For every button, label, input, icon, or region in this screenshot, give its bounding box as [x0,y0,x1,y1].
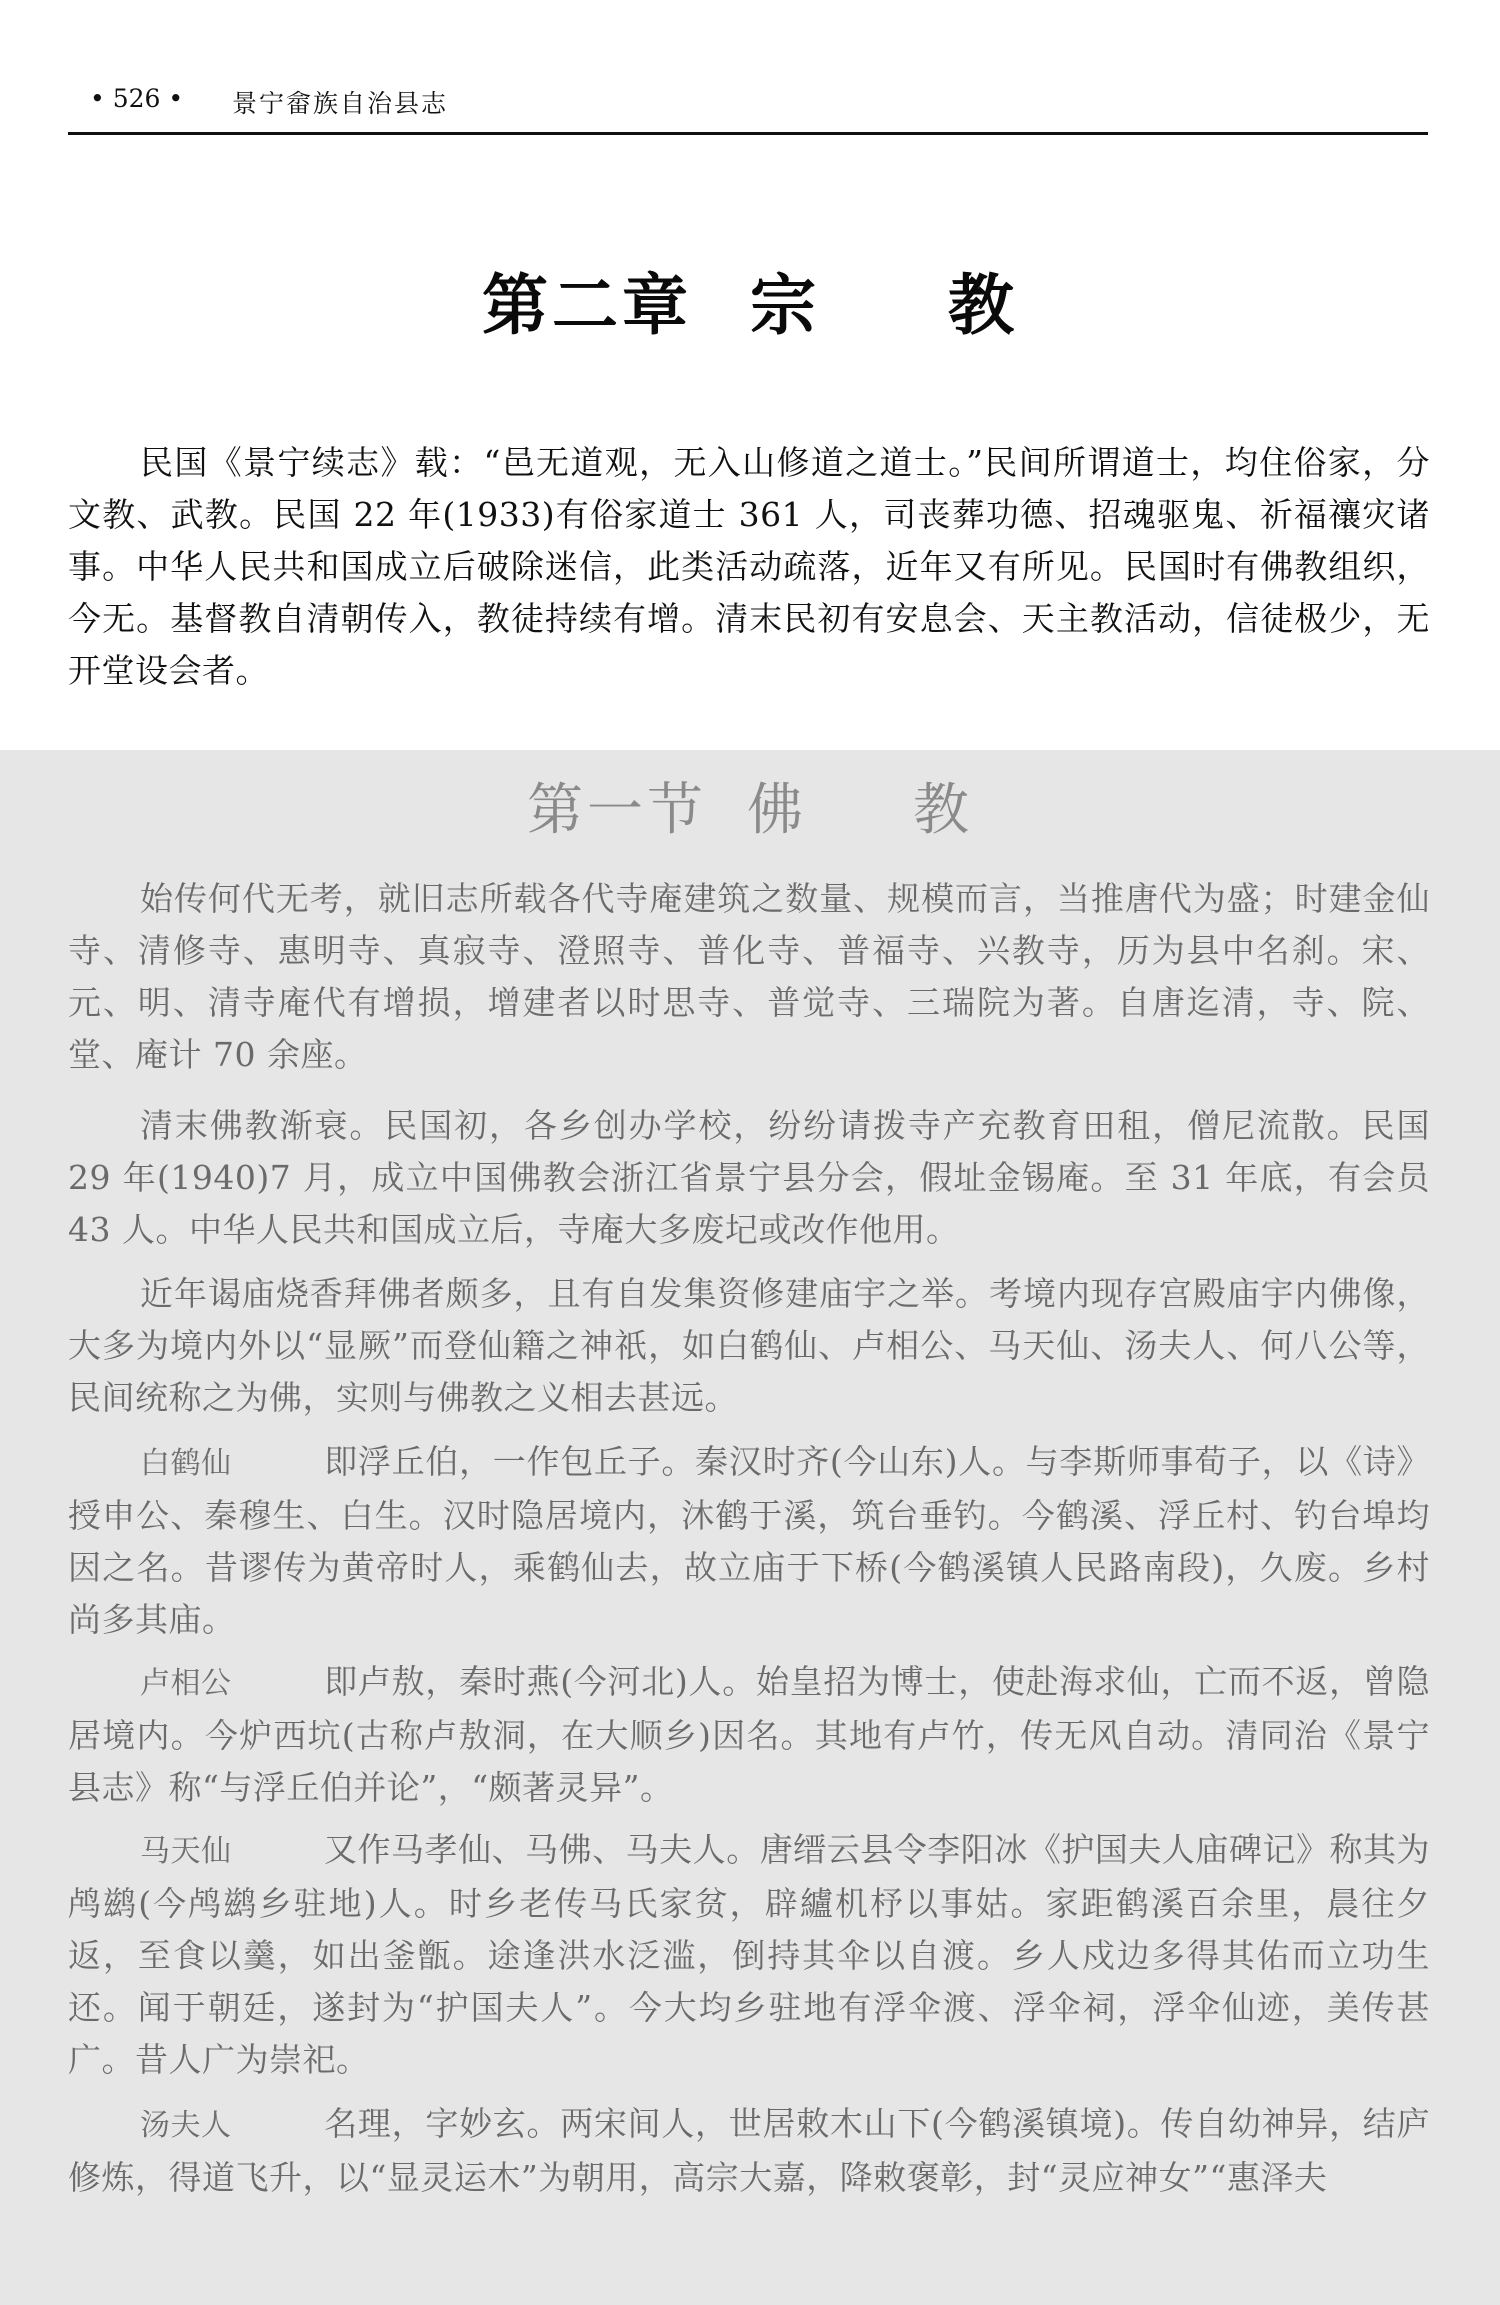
chapter-title-char-1: 宗 [750,267,820,344]
entry-term: 卢相公 [140,1666,232,1701]
entry-term: 白鹤仙 [140,1446,232,1481]
deity-entry [68,2098,1430,2204]
entry-text: 名理，字妙玄。两宋间人，世居敕木山下(今鹤溪镇境)。传自幼神异，结庐修炼，得道飞升，以“显灵运木”为朝用，高宗大嘉，降敕褒彰，封“灵应神女”“惠泽夫 [68,2104,1430,2197]
entry-text: 即浮丘伯，一作包丘子。秦汉时齐(今山东)人。与李斯师事荀子，以《诗》授申公、秦穆生、白生。汉时隐居境内，沐鹤于溪，筑台垂钓。今鹤溪、浮丘村、钓台埠均因之名。昔谬传为黄帝时人，乘鹤仙去，故立庙于下桥(今鹤溪镇人民路南段)，久废。乡村尚多其庙。 [68,1442,1430,1639]
intro-paragraph: 民国《景宁续志》载：“邑无道观，无入山修道之道士。”民间所谓道士，均住俗家，分文教、武教。民国 22 年(1933)有俗家道士 361 人，司丧葬功德、招魂驱鬼、祈福禳灾诸事。中华人民共和国成立后破除迷信，此类活动疏落，近年又有所见。民国时有佛教组织，今无。基督教自清朝传入，教徒持续有增。清末民初有安息会、天主教活动，信徒极少，无开堂设会者。 [68,443,1430,690]
deity-entry [68,1436,1430,1646]
section-number: 第一节 [527,778,707,843]
chapter-title-char-2: 教 [948,267,1018,344]
deity-entry [68,1656,1430,1814]
section-title-char-2: 教 [913,778,973,843]
entry-term: 汤夫人 [140,2108,232,2143]
chapter-number: 第二章 [482,267,692,344]
section-title [0,766,1500,846]
section-paragraph: 始传何代无考，就旧志所载各代寺庵建筑之数量、规模而言，当推唐代为盛；时建金仙寺、清修寺、惠明寺、真寂寺、澄照寺、普化寺、普福寺、兴教寺，历为县中名刹。宋、元、明、清寺庵代有增损，增建者以时思寺、普觉寺、三瑞院为著。自唐迄清，寺、院、堂、庵计 70 余座。 [68,879,1430,1074]
deity-entry [68,1824,1430,2086]
page-number: • 526 • [90,84,184,113]
section-paragraph: 近年谒庙烧香拜佛者颇多，且有自发集资修建庙宇之举。考境内现存宫殿庙宇内佛像，大多为境内外以“显厥”而登仙籍之神祇，如白鹤仙、卢相公、马天仙、汤夫人、何八公等，民间统称之为佛，实则与佛教之义相去甚远。 [68,1274,1430,1417]
section-title-char-1: 佛 [747,778,807,843]
entry-text: 即卢敖，秦时燕(今河北)人。始皇招为博士，使赴海求仙，亡而不返，曾隐居境内。今炉西坑(古称卢敖洞，在大顺乡)因名。其地有卢竹，传无风自动。清同治《景宁县志》称“与浮丘伯并论”，“颇著灵异”。 [68,1662,1430,1807]
chapter-title [0,252,1500,347]
entry-term: 马天仙 [140,1834,232,1869]
page-header [68,84,1428,135]
running-title: 景宁畲族自治县志 [232,89,449,118]
entry-text: 又作马孝仙、马佛、马夫人。唐缙云县令李阳冰《护国夫人庙碑记》称其为鸬鹚(今鸬鹚乡驻地)人。时乡老传马氏家贫，辟纑机杼以事姑。家距鹤溪百余里，晨往夕返，至食以羹，如出釜甑。途逢洪水泛滥，倒持其伞以自渡。乡人戍边多得其佑而立功生还。闻于朝廷，遂封为“护国夫人”。今大均乡驻地有浮伞渡、浮伞祠，浮伞仙迹，美传甚广。昔人广为崇祀。 [68,1830,1430,2079]
section-paragraph: 清末佛教渐衰。民国初，各乡创办学校，纷纷请拨寺产充教育田租，僧尼流散。民国 29 年(1940)7 月，成立中国佛教会浙江省景宁县分会，假址金锡庵。至 31 年底，有会员 43 人。中华人民共和国成立后，寺庵大多废圮或改作他用。 [68,1106,1430,1249]
